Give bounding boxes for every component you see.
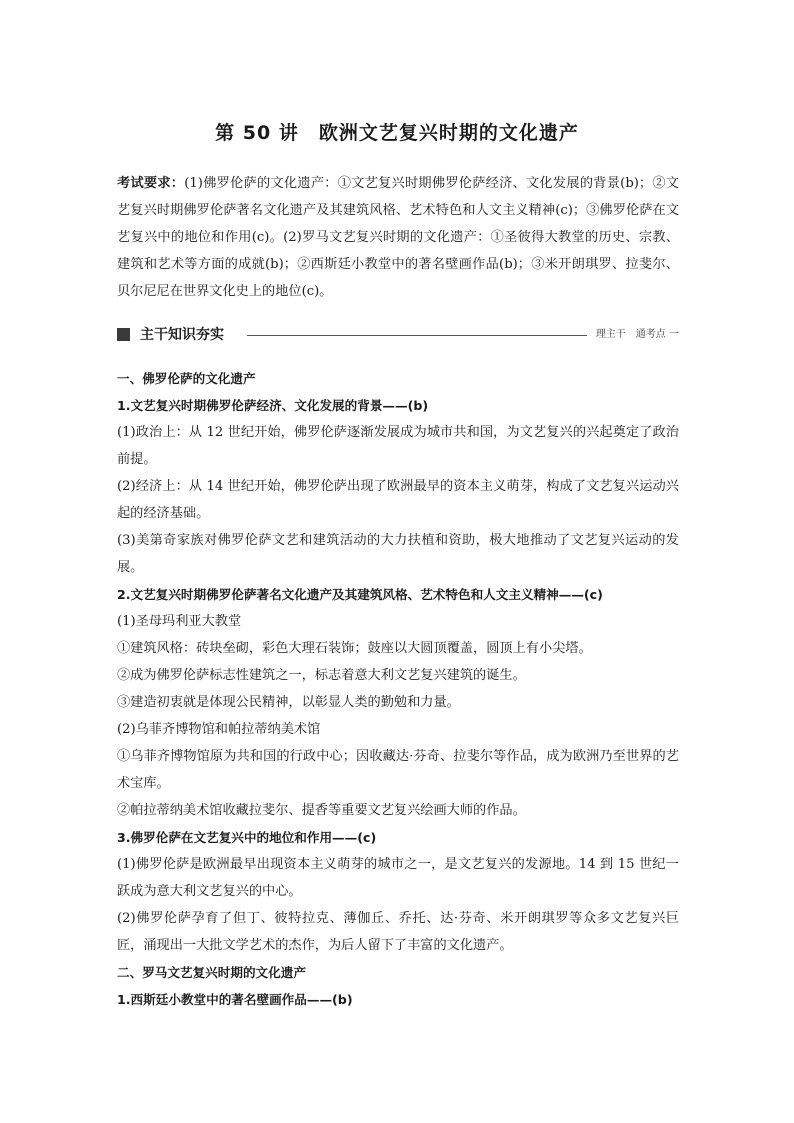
heading-part-two: 二、罗马文艺复兴时期的文化遗产: [117, 965, 306, 980]
section-tag: 理主干 通考点 一: [595, 329, 679, 340]
item-cathedral: (1)圣母玛利亚大教堂: [117, 614, 242, 629]
item-museums: (2)乌菲齐博物馆和帕拉蒂纳美术馆: [117, 722, 321, 737]
subheading-sistine: 1.西斯廷小教堂中的著名壁画作品——(b): [117, 992, 353, 1007]
page-title: 第 50 讲 欧洲文艺复兴时期的文化遗产: [215, 122, 579, 144]
paragraph-economic: (2)经济上：从 14 世纪开始，佛罗伦萨出现了欧洲最早的资本主义萌芽，构成了文艺复兴运动兴起的经济基础。: [117, 479, 679, 521]
item-civic-spirit: ③建造初衷就是体现公民精神，以彰显人类的勤勉和力量。: [117, 695, 460, 710]
content-body: [117, 365, 679, 1013]
subheading-status: 3.佛罗伦萨在文艺复兴中的地位和作用——(c): [117, 830, 377, 845]
item-palatina: ②帕拉蒂纳美术馆收藏拉斐尔、提香等重要文艺复兴绘画大师的作品。: [117, 803, 526, 818]
exam-requirements: [117, 170, 679, 305]
item-architecture-style: ①建筑风格：砖块垒砌，彩色大理石装饰；鼓座以大圆顶覆盖，圆顶上有小尖塔。: [117, 641, 592, 656]
paragraph-masters: (2)佛罗伦萨孕育了但丁、彼特拉克、薄伽丘、乔托、达·芬奇、米开朗琪罗等众多文艺复兴巨匠，涌现出一大批文学艺术的杰作，为后人留下了丰富的文化遗产。: [117, 911, 679, 953]
item-landmark: ②成为佛罗伦萨标志性建筑之一，标志着意大利文艺复兴建筑的诞生。: [117, 668, 526, 683]
paragraph-medici: (3)美第奇家族对佛罗伦萨文艺和建筑活动的大力扶植和资助，极大地推动了文艺复兴运动的发展。: [117, 533, 679, 575]
paragraph-origin: (1)佛罗伦萨是欧洲最早出现资本主义萌芽的城市之一，是文艺复兴的发源地。14 到 15 世纪一跃成为意大利文艺复兴的中心。: [117, 857, 679, 899]
paragraph-political: (1)政治上：从 12 世纪开始，佛罗伦萨逐渐发展成为城市共和国，为文艺复兴的兴起奠定了政治前提。: [117, 425, 679, 467]
requirements-label: 考试要求：: [117, 176, 185, 191]
requirements-text: (1)佛罗伦萨的文化遗产：①文艺复兴时期佛罗伦萨经济、文化发展的背景(b)；②文艺复兴时期佛罗伦萨著名文化遗产及其建筑风格、艺术特色和人文主义精神(c)；③佛罗伦萨在文艺复兴中的地位和作用(c)。(2)罗马文艺复兴时期的文化遗产：①圣彼得大教堂的历史、宗教、建筑和艺术等方面的成就(b)；②西斯廷小教堂中的著名壁画作品(b)；③米开朗琪罗、拉斐尔、贝尔尼尼在世界文化史上的地位(c)。: [117, 176, 679, 299]
heading-part-one: 一、佛罗伦萨的文化遗产: [117, 371, 256, 386]
section-title: 主干知识夯实: [140, 327, 224, 343]
subheading-heritage: 2.文艺复兴时期佛罗伦萨著名文化遗产及其建筑风格、艺术特色和人文主义精神——(c): [117, 587, 603, 602]
section-square-icon: [117, 328, 130, 341]
section-divider: [247, 335, 587, 336]
item-uffizi: ①乌菲齐博物馆原为共和国的行政中心；因收藏达·芬奇、拉斐尔等作品，成为欧洲乃至世界的艺术宝库。: [117, 749, 679, 791]
subheading-background: 1.文艺复兴时期佛罗伦萨经济、文化发展的背景——(b): [117, 398, 429, 413]
section-header: [117, 326, 679, 346]
